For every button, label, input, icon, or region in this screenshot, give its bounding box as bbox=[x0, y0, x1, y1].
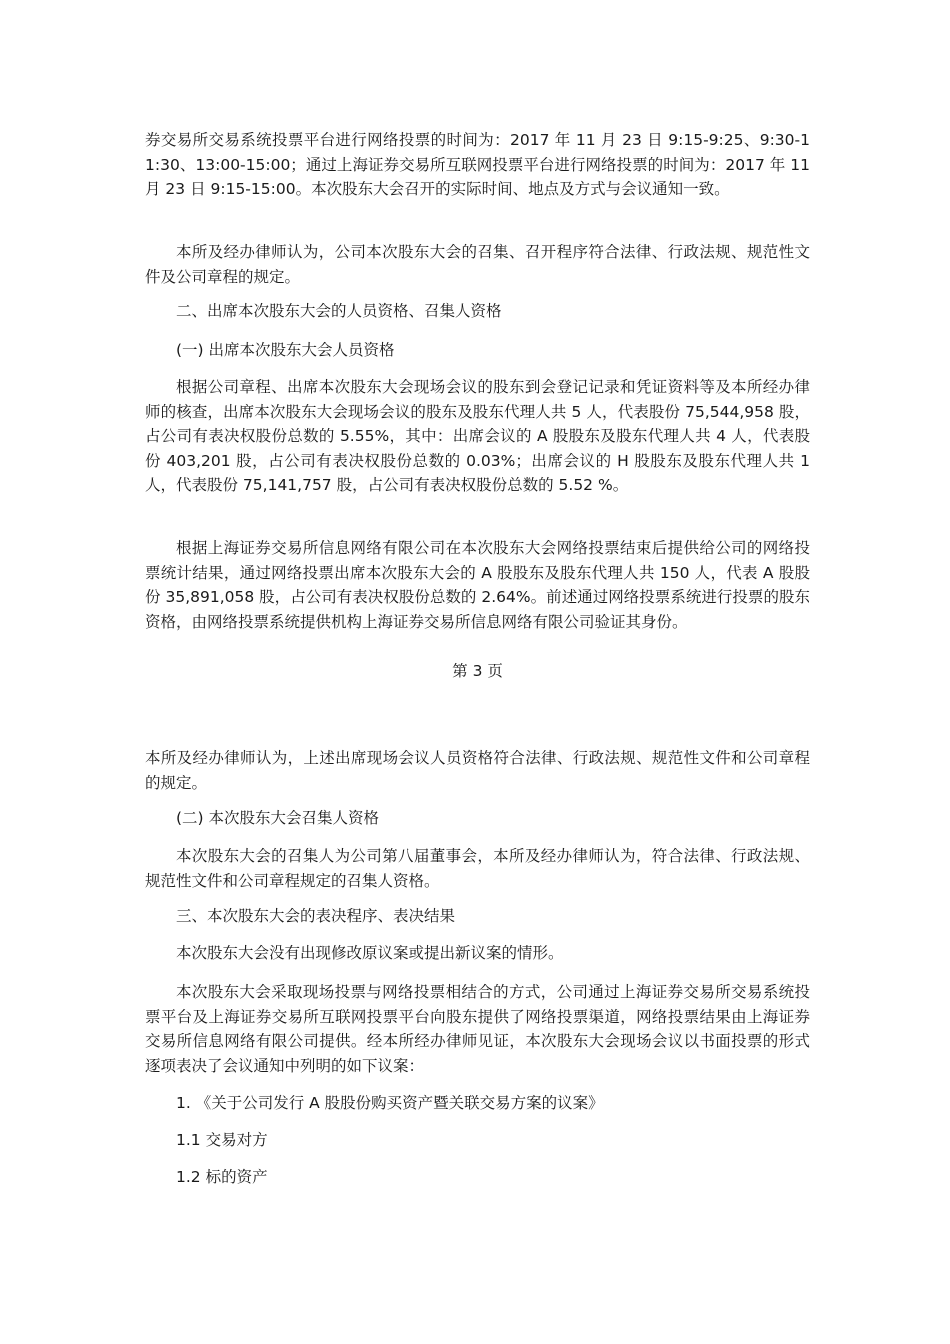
paragraph-network-voting: 根据上海证券交易所信息网络有限公司在本次股东大会网络投票结束后提供给公司的网络投票统计结果，通过网络投票出席本次股东大会的 A 股股东及股东代理人共 150 人，代表 A 股股份 35,891,058 股，占公司有表决权股份总数的 2.64%。前述通过网络投票系统进行投票的股东资格，由网络投票系统提供机构上海证券交易所信息网络有限公司验证其身份。 bbox=[145, 539, 810, 631]
paragraph-attendance: 根据公司章程、出席本次股东大会现场会议的股东到会登记记录和凭证资料等及本所经办律师的核查，出席本次股东大会现场会议的股东及股东代理人共 5 人，代表股份 75,544,958 股，占公司有表决权股份总数的 5.55%，其中：出席会议的 A 股股东及股东代理人共 4 人，代表股份 403,201 股，占公司有表决权股份总数的 0.03%；出席会议的 H 股股东及股东代理人共 1 人，代表股份 75,141,757 股，占公司有表决权股份总数的 5.52 %。 bbox=[145, 378, 810, 494]
list-item-proposal-1: 1. 《关于公司发行 A 股股份购买资产暨关联交易方案的议案》 bbox=[176, 1094, 604, 1112]
paragraph-no-amendment: 本次股东大会没有出现修改原议案或提出新议案的情形。 bbox=[176, 944, 564, 962]
list-item-proposal-1-1: 1.1 交易对方 bbox=[176, 1131, 268, 1149]
paragraph-procedure-opinion: 本所及经办律师认为，公司本次股东大会的召集、召开程序符合法律、行政法规、规范性文件及公司章程的规定。 bbox=[145, 243, 810, 286]
paragraph-voting-method: 本次股东大会采取现场投票与网络投票相结合的方式，公司通过上海证券交易所交易系统投票平台及上海证券交易所互联网投票平台向股东提供了网络投票渠道，网络投票结果由上海证券交易所信息网络有限公司提供。经本所经办律师见证，本次股东大会现场会议以书面投票的形式逐项表决了会议通知中列明的如下议案： bbox=[145, 983, 810, 1075]
paragraph-voting-time: 券交易所交易系统投票平台进行网络投票的时间为：2017 年 11 月 23 日 9:15-9:25、9:30-11:30、13:00-15:00；通过上海证券交易所互联网投票平台进行网络投票的时间为：2017 年 11 月 23 日 9:15-15:00。本次股东大会召开的实际时间、地点及方式与会议通知一致。 bbox=[145, 131, 810, 198]
section-heading-2: 二、出席本次股东大会的人员资格、召集人资格 bbox=[176, 302, 502, 320]
section-heading-3: 三、本次股东大会的表决程序、表决结果 bbox=[176, 907, 456, 925]
page-number: 第 3 页 bbox=[452, 662, 503, 680]
subsection-heading-2: (二) 本次股东大会召集人资格 bbox=[176, 809, 380, 827]
list-item-proposal-1-2: 1.2 标的资产 bbox=[176, 1168, 268, 1186]
subsection-heading-1: (一) 出席本次股东大会人员资格 bbox=[176, 341, 395, 359]
paragraph-convener: 本次股东大会的召集人为公司第八届董事会，本所及经办律师认为，符合法律、行政法规、规范性文件和公司章程规定的召集人资格。 bbox=[145, 847, 810, 890]
paragraph-attendee-opinion: 本所及经办律师认为，上述出席现场会议人员资格符合法律、行政法规、规范性文件和公司章程的规定。 bbox=[145, 749, 810, 792]
